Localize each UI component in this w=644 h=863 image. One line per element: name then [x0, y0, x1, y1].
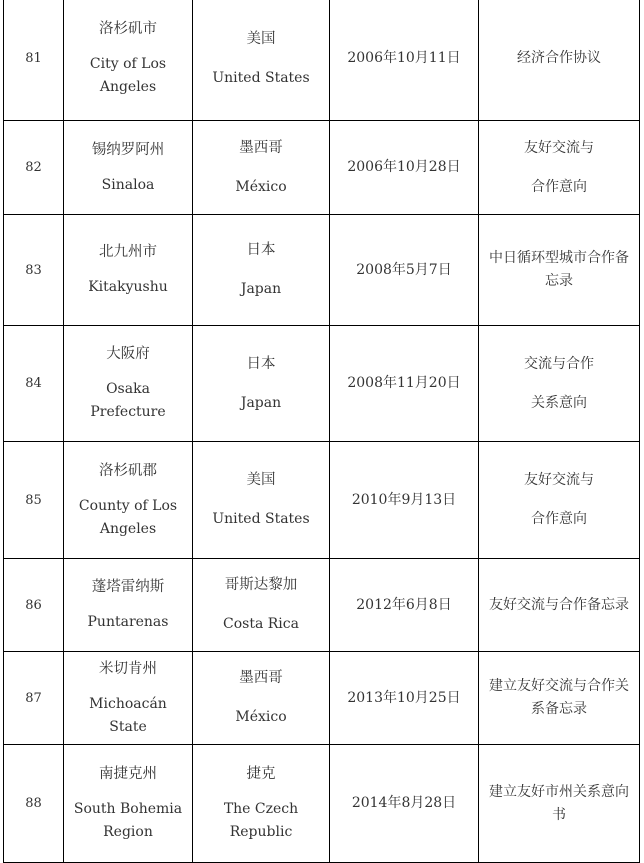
table-row — [4, 0, 640, 121]
table-row — [4, 559, 640, 652]
document-name: 中日循环型城市合作备忘录 — [489, 250, 629, 289]
country-cell — [193, 652, 330, 745]
table-row — [4, 652, 640, 745]
table-row — [4, 121, 640, 215]
row-number: 84 — [4, 326, 64, 442]
city-name-zh: 锡纳罗阿州 — [91, 141, 165, 158]
table-row — [4, 745, 640, 863]
city-cell — [64, 0, 193, 121]
sign-date: 2012年6月8日 — [330, 559, 479, 652]
country-name-en: Costa Rica — [223, 616, 299, 632]
city-name-zh: 北九州市 — [99, 244, 157, 260]
city-name-en: County of Los Angeles — [78, 497, 178, 537]
city-name-en: City of Los Angeles — [89, 56, 167, 95]
city-cell — [64, 559, 193, 652]
document-name: 友好交流与合作备忘录 — [489, 596, 629, 613]
country-name-zh: 美国 — [246, 472, 276, 488]
country-name-zh: 日本 — [246, 355, 276, 372]
city-name-en: Sinaloa — [101, 176, 155, 193]
city-cell — [64, 121, 193, 215]
document-name: 建立友好交流与合作关系备忘录 — [489, 678, 629, 717]
country-cell — [193, 326, 330, 442]
country-name-en: México — [235, 178, 287, 195]
city-name-en: Michoacán State — [89, 695, 167, 735]
row-number: 83 — [4, 215, 64, 326]
table-row — [4, 442, 640, 559]
document-name-line-2: 合作意向 — [531, 178, 587, 195]
document-cell — [479, 326, 640, 442]
city-cell — [64, 442, 193, 559]
country-name-en: United States — [212, 69, 310, 86]
city-name-en: Kitakyushu — [88, 279, 168, 295]
country-name-zh: 捷克 — [246, 766, 276, 782]
row-number: 85 — [4, 442, 64, 559]
sign-date: 2006年10月28日 — [330, 121, 479, 215]
row-number: 81 — [4, 0, 64, 121]
document-cell — [479, 442, 640, 559]
document-name-line-1: 交流与合作 — [524, 355, 594, 372]
city-cell — [64, 745, 193, 863]
city-name-zh: 洛杉矶市 — [99, 21, 157, 37]
document-name: 建立友好市州关系意向书 — [489, 783, 629, 823]
country-name-en: United States — [212, 511, 310, 527]
city-name-zh: 洛杉矶郡 — [99, 462, 157, 479]
country-cell — [193, 559, 330, 652]
city-name-zh: 南捷克州 — [99, 766, 157, 782]
city-name-zh: 蓬塔雷纳斯 — [91, 579, 165, 595]
row-number: 82 — [4, 121, 64, 215]
document-name-line-1: 友好交流与 — [524, 139, 594, 156]
sign-date: 2008年11月20日 — [330, 326, 479, 442]
country-name-zh: 哥斯达黎加 — [224, 577, 298, 593]
sign-date: 2008年5月7日 — [330, 215, 479, 326]
row-number: 86 — [4, 559, 64, 652]
document-name-line-2: 关系意向 — [531, 394, 587, 411]
document-cell — [479, 745, 640, 863]
city-name-zh: 大阪府 — [106, 346, 150, 362]
country-name-zh: 美国 — [246, 30, 276, 47]
sign-date: 2014年8月28日 — [330, 745, 479, 863]
country-cell — [193, 442, 330, 559]
city-cell — [64, 326, 193, 442]
country-name-en: México — [235, 709, 287, 725]
sign-date: 2006年10月11日 — [330, 0, 479, 121]
city-cell — [64, 652, 193, 745]
country-name-en: The Czech Republic — [223, 801, 299, 840]
city-name-en: Puntarenas — [87, 614, 169, 630]
city-name-en: South Bohemia Region — [73, 801, 183, 840]
document-cell — [479, 121, 640, 215]
sister-city-table — [3, 0, 640, 863]
city-cell — [64, 215, 193, 326]
country-name-zh: 日本 — [246, 242, 276, 258]
document-name-line-1: 友好交流与 — [524, 472, 594, 488]
country-cell — [193, 745, 330, 863]
document-cell — [479, 559, 640, 652]
document-cell — [479, 0, 640, 121]
table-row — [4, 326, 640, 442]
country-name-en: Japan — [240, 394, 282, 411]
document-name-line-2: 合作意向 — [531, 511, 587, 527]
country-name-en: Japan — [240, 281, 282, 297]
country-name-zh: 墨西哥 — [239, 139, 283, 156]
sign-date: 2013年10月25日 — [330, 652, 479, 745]
sign-date: 2010年9月13日 — [330, 442, 479, 559]
country-name-zh: 墨西哥 — [239, 670, 283, 686]
city-name-zh: 米切肯州 — [99, 660, 157, 677]
row-number: 87 — [4, 652, 64, 745]
document-cell — [479, 215, 640, 326]
row-number: 88 — [4, 745, 64, 863]
country-cell — [193, 121, 330, 215]
document-cell — [479, 652, 640, 745]
city-name-en: Osaka Prefecture — [90, 381, 166, 420]
table-row — [4, 215, 640, 326]
country-cell — [193, 215, 330, 326]
country-cell — [193, 0, 330, 121]
document-name: 经济合作协议 — [517, 50, 601, 66]
